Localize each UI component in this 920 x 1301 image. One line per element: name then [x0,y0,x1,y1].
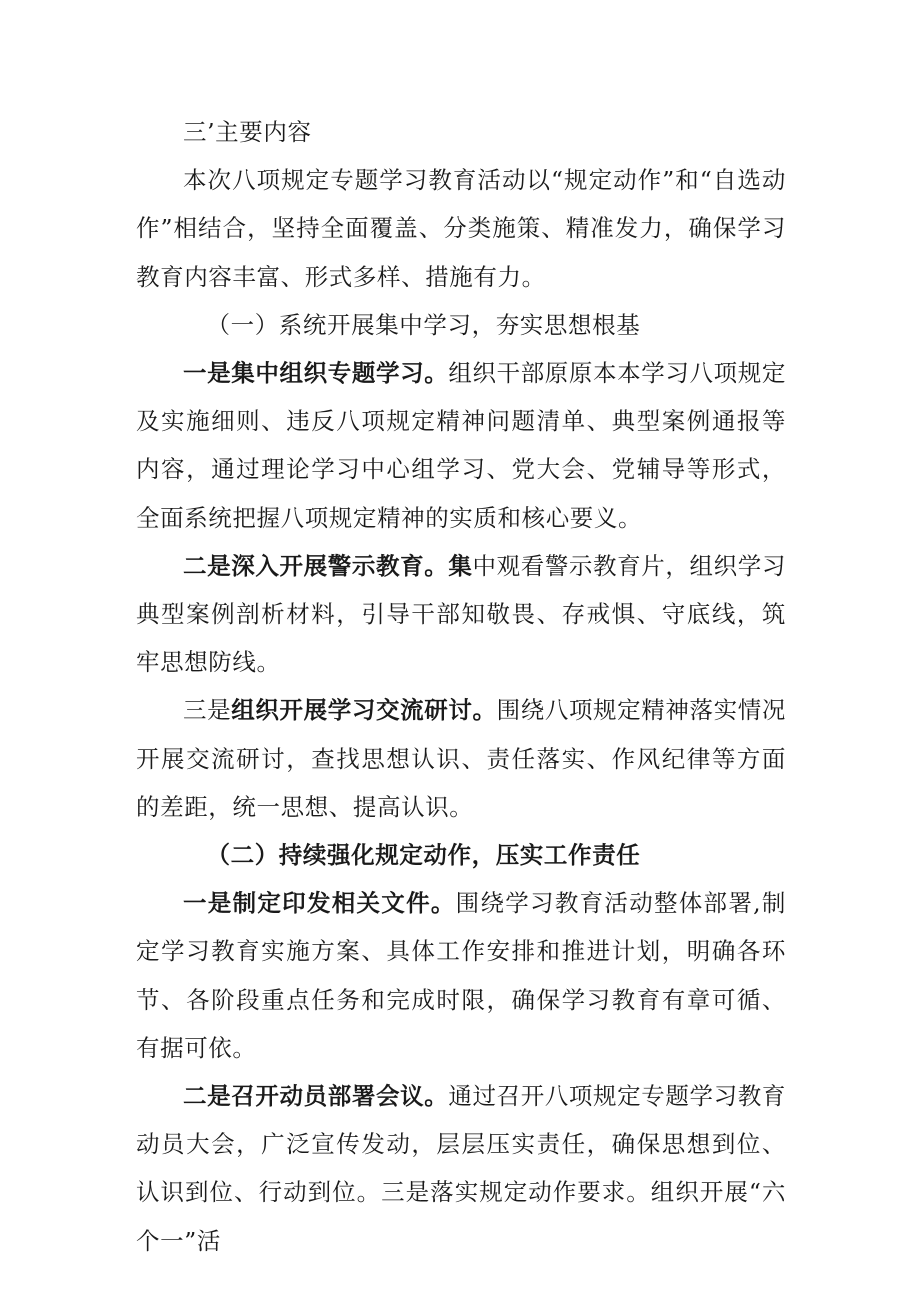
part1-item-1-lead: 一是集中组织专题学习。 [183,359,449,388]
part1-item-3-lead-prefix: 三是 [183,696,232,725]
part2-item-1-text: 围绕学习教育活动整体部署,制定学习教育实施方案、具体工作安排和推进计划，明确各环节、各阶段重点任务和完成时限，确保学习教育有章可循、有据可依。 [136,889,786,1062]
part1-item-2-text: 中观看警示教育片，组织学习典型案例剖析材料，引导干部知敬畏、存戒惧、守底线，筑牢思想防线。 [136,551,786,677]
section-heading: 三’主要内容 [183,118,312,146]
part1-item-3 [136,686,786,831]
part1-item-2-lead: 二是深入开展警示教育。集 [183,551,473,580]
intro-paragraph: 本次八项规定专题学习教育活动以“规定动作”和“自选动作”相结合，坚持全面覆盖、分类施策、精准发力，确保学习教育内容丰富、形式多样、措施有力。 [136,166,786,291]
document-page [136,108,786,1265]
part1-item-1 [136,349,786,542]
part1-item-1-text: 组织干部原原本本学习八项规定及实施细则、违反八项规定精神问题清单、典型案例通报等内容，通过理论学习中心组学习、党大会、党辅导等形式，全面系统把握八项规定精神的实质和核心要义。 [136,359,786,532]
part1-item-3-lead: 组织开展学习交流研讨。 [231,696,497,725]
part2-heading: （二）持续强化规定动作，压实工作责任 [206,841,641,870]
part1-item-2 [136,542,786,687]
part2-item-1-lead: 一是制定印发相关文件。 [183,889,456,918]
part2-item-2 [136,1072,786,1265]
part1-heading: （一）系统开展集中学习，夯实思想根基 [206,310,641,339]
part2-item-1 [136,879,786,1072]
part1-item-3-text: 围绕八项规定精神落实情况开展交流研讨，查找思想认识、责任落实、作风纪律等方面的差距，统一思想、提高认识。 [136,696,786,821]
part2-item-2-lead: 二是召开动员部署会议。 [183,1082,449,1111]
part2-item-2-text: 通过召开八项规定专题学习教育动员大会，广泛宣传发动，层层压实责任，确保思想到位、认识到位、行动到位。三是落实规定动作要求。组织开展“六个一”活 [136,1082,786,1255]
